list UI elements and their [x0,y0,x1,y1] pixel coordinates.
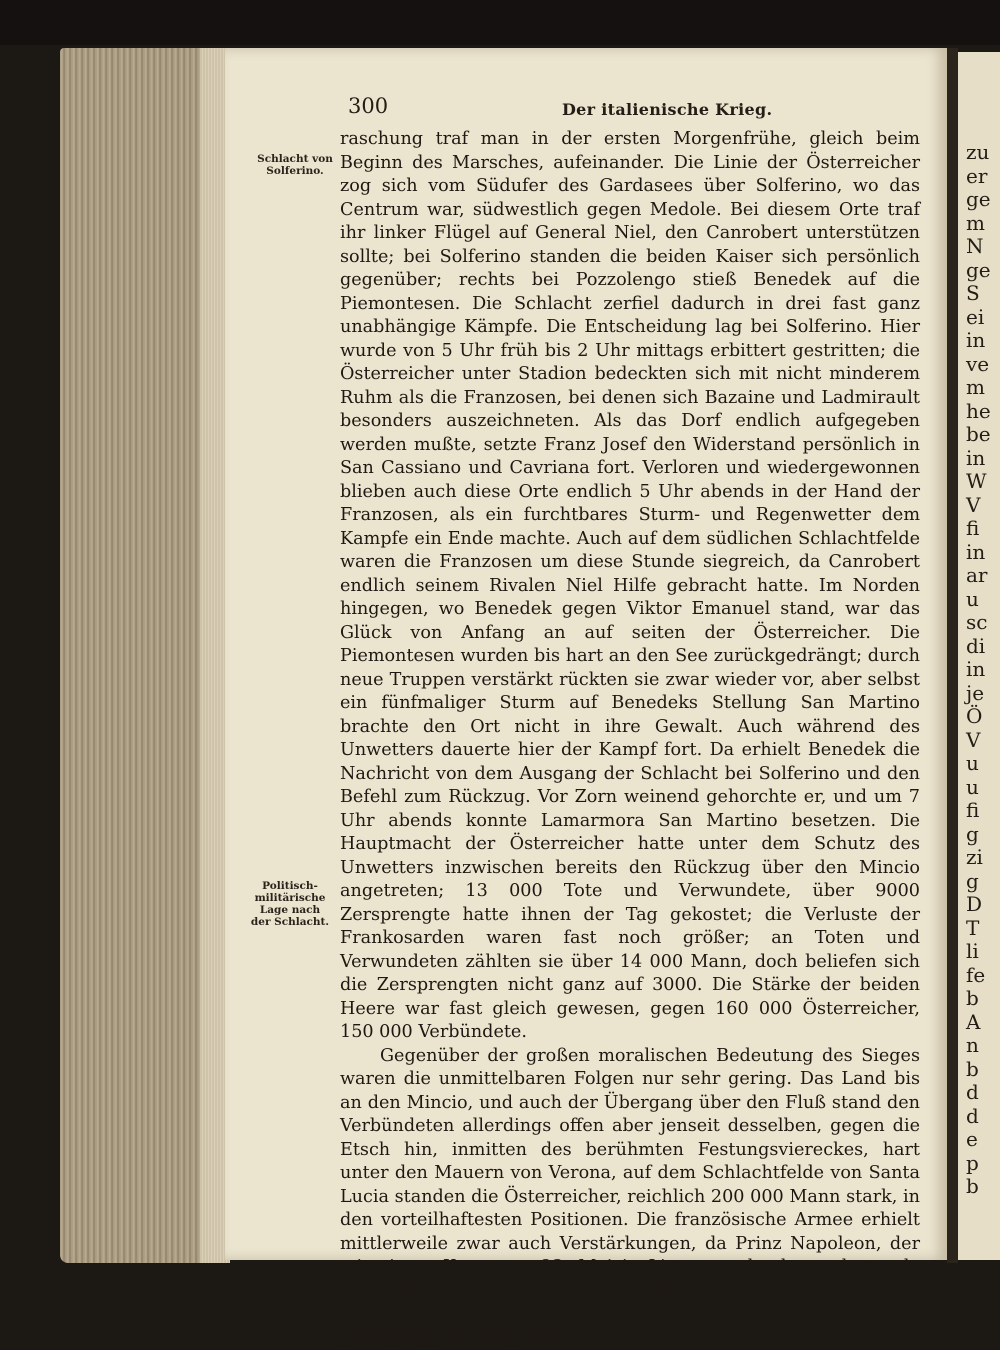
facing-page-fragment: W [966,469,987,493]
page-number: 300 [348,94,388,118]
facing-page-fragment: ar [966,563,987,587]
facing-page-fragment: d [966,1104,979,1128]
margin-note: Politisch-militärische Lage nach der Schlacht. [250,880,330,928]
facing-page-fragment: sc [966,610,987,634]
body-text [340,128,920,1350]
facing-page-fragment: ge [966,187,991,211]
facing-page-fragment: ge [966,258,991,282]
facing-page-fragment: li [966,939,979,963]
page-header [348,94,918,120]
facing-page-fragment: m [966,211,985,235]
facing-page-fragment: ei [966,305,984,329]
facing-page-fragment: S [966,281,980,305]
book-gutter [947,48,958,1263]
facing-page-fragment: p [966,1151,979,1175]
background-top [0,0,1000,45]
facing-page-fragment: V [966,493,980,517]
facing-page-fragment: in [966,446,985,470]
facing-page [958,52,1000,1260]
facing-page-fragment: u [966,751,979,775]
facing-page-fragment: je [966,681,984,705]
facing-page-fragment: in [966,540,985,564]
facing-page-fragment: Ö [966,704,982,728]
facing-page-fragment: u [966,775,979,799]
facing-page-fragment: e [966,1127,978,1151]
facing-page-fragment: fi [966,516,979,540]
facing-page-fragment: zu [966,140,989,164]
facing-page-fragment: d [966,1080,979,1104]
margin-note: Schlacht von Solferino. [255,153,335,177]
paragraph: raschung traf man in der ersten Morgenfrühe, gleich beim Beginn des Marsches, aufeinander. Die Linie der Österreicher zog sich vom Südufer des Gardasees über Solferino, wo das Centrum war, südwestlich gegen Medole. Bei diesem Orte traf ihr linker Flügel auf General Niel, den Canrobert unterstützen sollte; bei Solferino standen die beiden Kaiser sich persönlich gegenüber; rechts bei Pozzolengo stieß Benedek auf die Piemontesen. Die Schlacht zerfiel dadurch in drei fast ganz unabhängige Kämpfe. Die Entscheidung lag bei Solferino. Hier wurde von 5 Uhr früh bis 2 Uhr mittags erbittert gestritten; die Österreicher unter Stadion bedeckten sich mit nicht minderem Ruhm als die Franzosen, bei denen sich Bazaine und Ladmirault besonders auszeichneten. Als das Dorf endlich aufgegeben werden mußte, setzte Franz Josef den Widerstand persönlich in San Cassiano und Cavriana fort. Verloren und wiedergewonnen blieben auch diese Orte endlich 5 Uhr abends in der Hand der Franzosen, als ein furchtbares Sturm- und Regenwetter dem Kampfe ein Ende machte. Auch auf dem südlichen Schlachtfelde waren die Franzosen um diese Stunde siegreich, da Canrobert endlich seinem Rivalen Niel Hilfe gebracht hatte. Im Norden hingegen, wo Benedek gegen Viktor Emanuel stand, war das Glück von Anfang an auf seiten der Österreicher. Die Piemontesen wurden bis hart an den See zurückgedrängt; durch neue Truppen verstärkt rückten sie zwar wieder vor, aber selbst ein fünfmaliger Sturm auf Benedeks Stellung San Martino brachte den Ort nicht in ihre Gewalt. Auch während des Unwetters dauerte hier der Kampf fort. Da erhielt Benedek die Nachricht von dem Ausgang der Schlacht bei Solferino und den Befehl zum Rückzug. Vor Zorn weinend gehorchte er, und um 7 Uhr abends konnte Lamarmora San Martino besetzen. Die Hauptmacht der Österreicher hatte unter dem Schutz des Unwetters inzwischen bereits den Rückzug über den Mincio angetreten; 13 000 Tote und Verwundete, über 9000 Zersprengte hatte ihnen der Tag gekostet; die Verluste der Frankosarden waren fast noch größer; an Toten und Verwundeten zählten sie über 14 000 Mann, doch beliefen sich die Zersprengten nicht ganz auf 3000. Die Stärke der beiden Heere war fast gleich gewesen, gegen 160 000 Österreicher, 150 000 Verbündete. [340,128,920,1045]
facing-page-fragment: b [966,986,979,1010]
facing-page-fragment: N [966,234,984,258]
facing-page-fragment: fi [966,798,979,822]
facing-page-fragment: be [966,422,991,446]
facing-page-fragment: in [966,328,985,352]
facing-page-fragment: zi [966,845,983,869]
facing-page-fragment: ve [966,352,989,376]
facing-page-fragment: g [966,822,979,846]
facing-page-fragment: b [966,1174,979,1198]
facing-page-fragment: n [966,1033,979,1057]
facing-page-fragment: u [966,587,979,611]
facing-page-fragment: V [966,728,980,752]
facing-page-fragment: fe [966,963,985,987]
facing-page-fragment: er [966,164,987,188]
facing-page-fragment: g [966,869,979,893]
facing-page-fragment: A [966,1010,980,1034]
facing-page-fragment: m [966,375,985,399]
paragraph: Gegenüber der großen moralischen Bedeutung des Sieges waren die unmittelbaren Folgen nur sehr gering. Das Land bis an den Mincio, und auch der Übergang über den Fluß stand den Verbündeten allerdings offen aber jenseit desselben, gegen die Etsch hin, inmitten des berühmten Festungsviereckes, hart unter den Mauern von Verona, auf dem Schlachtfelde von Santa Lucia standen die Österreicher, reichlich 200 000 Mann stark, in den vorteilhaftesten Positionen. Die französische Armee erhielt mittlerweile zwar auch Verstärkungen, da Prinz Napoleon, der mit einem Korps am 23. Mai in Livorno gelandet und von da nach Parma gezogen war, sich in den ersten Tagen des Juli mit der Hauptarmee vereinigte. Aber dieser Zuwachs war geringfügig im Vergleich [340,1045,920,1350]
facing-page-fragment: T [966,916,979,940]
facing-page-fragment: in [966,657,985,681]
facing-page-fragment: di [966,634,985,658]
facing-page-fragment: he [966,399,991,423]
running-title: Der italienische Krieg. [562,100,772,119]
facing-page-fragment: b [966,1057,979,1081]
facing-page-fragment: D [966,892,982,916]
